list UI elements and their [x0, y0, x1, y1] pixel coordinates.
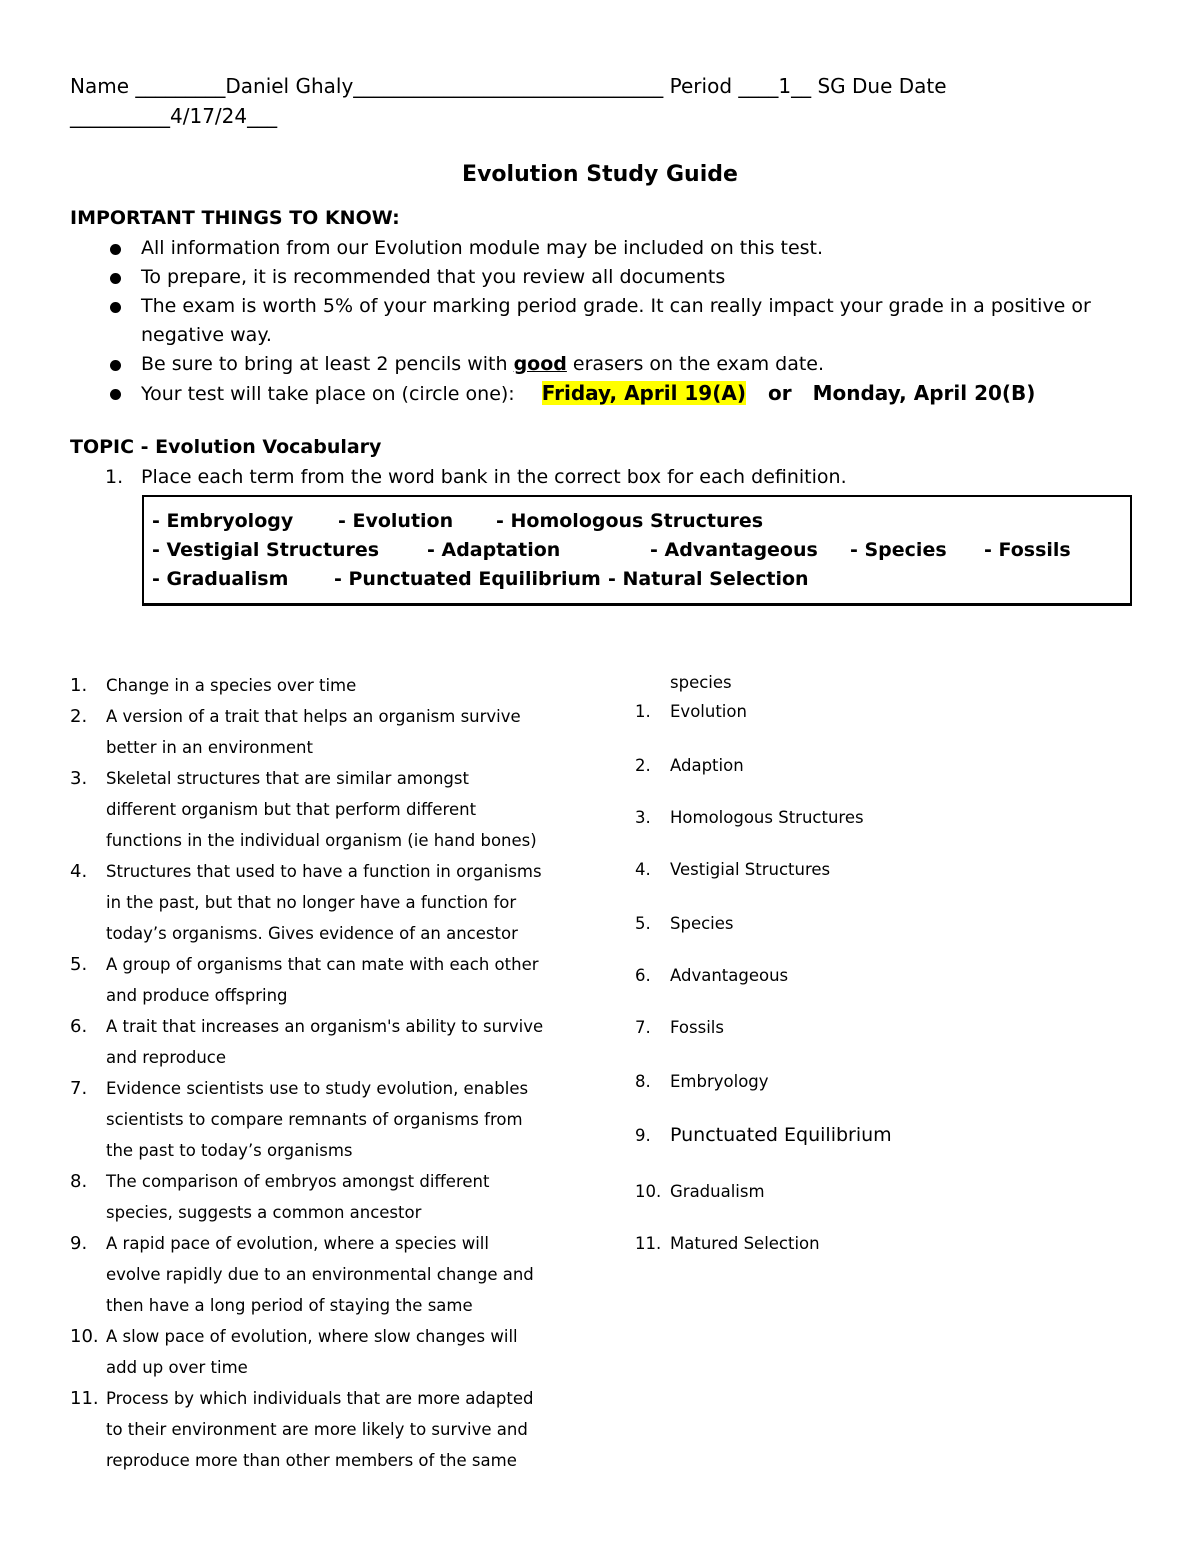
- definition-line: evolve rapidly due to an environmental change and: [106, 1265, 534, 1284]
- word-bank-term: - Vestigial Structures: [152, 539, 380, 561]
- definition-line: A group of organisms that can mate with each other: [106, 955, 539, 974]
- answer-item: [635, 1018, 724, 1037]
- definition-line: in the past, but that no longer have a function for: [106, 893, 517, 912]
- definition-item: [70, 763, 590, 856]
- definition-line: scientists to compare remnants of organisms from: [106, 1110, 523, 1129]
- word-bank-term: - Punctuated Equilibrium: [334, 568, 601, 590]
- definition-item: [70, 1166, 590, 1228]
- emphasis-good: good: [513, 353, 567, 375]
- definition-line: today’s organisms. Gives evidence of an ancestor: [106, 924, 518, 943]
- definition-number: 4.: [70, 861, 88, 882]
- bullet-icon: [110, 302, 121, 313]
- word-bank-term: - Gradualism: [152, 568, 289, 590]
- definition-number: 9.: [70, 1233, 88, 1254]
- important-item: [100, 234, 1160, 263]
- answer-text: Vestigial Structures: [670, 860, 831, 879]
- definition-line: to their environment are more likely to survive and: [106, 1420, 528, 1439]
- answer-item: [635, 966, 788, 985]
- important-item-text-end: erasers on the exam date.: [566, 353, 825, 375]
- definition-item: [70, 1228, 590, 1321]
- definition-item: [70, 856, 590, 949]
- word-bank: [142, 495, 1132, 606]
- answer-item: [635, 1072, 769, 1091]
- definition-number: 8.: [70, 1171, 88, 1192]
- answer-item: [635, 860, 830, 879]
- definition-line: Change in a species over time: [106, 676, 357, 695]
- answer-number: 8.: [635, 1072, 651, 1091]
- definition-line: Evidence scientists use to study evolution, enables: [106, 1079, 529, 1098]
- answer-text: Evolution: [670, 702, 747, 721]
- definition-line: Skeletal structures that are similar amongst: [106, 769, 469, 788]
- answer-item: [635, 808, 864, 827]
- answer-number: 6.: [635, 966, 651, 985]
- answer-text: Punctuated Equilibrium: [670, 1124, 892, 1146]
- definition-number: 7.: [70, 1078, 88, 1099]
- important-item-text-cont: negative way.: [141, 324, 272, 346]
- answer-number: 9.: [635, 1126, 651, 1145]
- answer-number: 7.: [635, 1018, 651, 1037]
- answer-number: 11.: [635, 1234, 662, 1253]
- definition-line: A slow pace of evolution, where slow changes will: [106, 1327, 518, 1346]
- definition-line: and produce offspring: [106, 986, 288, 1005]
- answer-item: [635, 1234, 820, 1253]
- answer-text: Gradualism: [670, 1182, 765, 1201]
- definition-line: The comparison of embryos amongst different: [106, 1172, 490, 1191]
- answer-item: [635, 1182, 765, 1201]
- definition-number: 10.: [70, 1326, 99, 1347]
- test-date-option-a[interactable]: Friday, April 19(A): [541, 381, 746, 405]
- definition-line: A rapid pace of evolution, where a species will: [106, 1234, 489, 1253]
- definition-line: reproduce more than other members of the same: [106, 1451, 517, 1470]
- definition-item: [70, 1321, 590, 1383]
- definition-number: 6.: [70, 1016, 88, 1037]
- answer-item: [635, 756, 744, 775]
- answer-text: Fossils: [670, 1018, 724, 1037]
- answer-text: Species: [670, 914, 734, 933]
- answer-number: 3.: [635, 808, 651, 827]
- important-item: [100, 263, 1160, 292]
- test-date-option-b[interactable]: Monday, April 20(B): [812, 381, 1036, 405]
- important-item: [100, 350, 1160, 379]
- definition-line: better in an environment: [106, 738, 313, 757]
- definition-item: [70, 1383, 590, 1476]
- important-item-text: The exam is worth 5% of your marking period grade. It can really impact your grade in a positive or: [141, 295, 1091, 317]
- topic-heading: TOPIC - Evolution Vocabulary: [70, 436, 382, 458]
- answer-text: Advantageous: [670, 966, 789, 985]
- answer-text: Embryology: [670, 1072, 769, 1091]
- answer-number: 2.: [635, 756, 651, 775]
- word-bank-term: - Embryology: [152, 510, 294, 532]
- important-heading: IMPORTANT THINGS TO KNOW:: [70, 207, 400, 229]
- important-item: [100, 292, 1160, 350]
- important-item: [100, 379, 1160, 409]
- definition-number: 2.: [70, 706, 88, 727]
- definition-item: [70, 701, 590, 763]
- or-label: or: [768, 381, 792, 405]
- definition-number: 1.: [70, 675, 88, 696]
- definition-line: add up over time: [106, 1358, 248, 1377]
- answer-item: [635, 702, 747, 721]
- definition-line: functions in the individual organism (ie hand bones): [106, 831, 537, 850]
- important-item-text: Be sure to bring at least 2 pencils with: [141, 353, 514, 375]
- answer-text: Adaption: [670, 756, 744, 775]
- answer-item: [635, 914, 734, 933]
- answer-text: Matured Selection: [670, 1234, 820, 1253]
- definition-line: and reproduce: [106, 1048, 227, 1067]
- header-line-1: Name _________Daniel Ghaly_______________________________ Period ____1__ SG Due Date: [70, 74, 947, 98]
- instruction-text: Place each term from the word bank in the correct box for each definition.: [141, 466, 847, 488]
- important-item-text: To prepare, it is recommended that you review all documents: [141, 266, 726, 288]
- definition-line: different organism but that perform different: [106, 800, 477, 819]
- bullet-icon: [110, 360, 121, 371]
- definition-number: 11.: [70, 1388, 99, 1409]
- bullet-icon: [110, 273, 121, 284]
- test-date-prompt: Your test will take place on (circle one):: [141, 383, 515, 405]
- bullet-icon: [110, 244, 121, 255]
- header-line-2: __________4/17/24___: [70, 104, 278, 128]
- bullet-icon: [110, 389, 121, 400]
- important-list: [100, 234, 1160, 409]
- page-title: Evolution Study Guide: [462, 162, 738, 187]
- answer-number: 1.: [635, 702, 651, 721]
- definition-item: [70, 1073, 590, 1166]
- definition-line: species, suggests a common ancestor: [106, 1203, 422, 1222]
- word-bank-term: - Evolution: [338, 510, 454, 532]
- word-bank-term: - Natural Selection: [608, 568, 809, 590]
- definition-line: Structures that used to have a function in organisms: [106, 862, 542, 881]
- answer-number: 5.: [635, 914, 651, 933]
- definition-number: 5.: [70, 954, 88, 975]
- word-bank-term: - Fossils: [984, 539, 1071, 561]
- definition-line: then have a long period of staying the same: [106, 1296, 473, 1315]
- definition-item: [70, 1011, 590, 1073]
- word-bank-term: - Homologous Structures: [496, 510, 764, 532]
- instruction-number: 1.: [105, 466, 124, 488]
- important-item-text: All information from our Evolution module may be included on this test.: [141, 237, 824, 259]
- definition-item: [70, 949, 590, 1011]
- word-bank-term: - Species: [850, 539, 947, 561]
- answer-item: [635, 1124, 892, 1146]
- definition-line: A trait that increases an organism's ability to survive: [106, 1017, 544, 1036]
- definition-line-carryover: species: [670, 673, 732, 692]
- definitions-list: [70, 670, 590, 1476]
- answer-number: 4.: [635, 860, 651, 879]
- definition-line: Process by which individuals that are more adapted: [106, 1389, 534, 1408]
- word-bank-term: - Adaptation: [427, 539, 561, 561]
- definition-line: the past to today’s organisms: [106, 1141, 353, 1160]
- answer-text: Homologous Structures: [670, 808, 864, 827]
- definition-item: [70, 670, 590, 701]
- answer-number: 10.: [635, 1182, 662, 1201]
- definition-line: A version of a trait that helps an organism survive: [106, 707, 521, 726]
- word-bank-term: - Advantageous: [650, 539, 818, 561]
- definition-number: 3.: [70, 768, 88, 789]
